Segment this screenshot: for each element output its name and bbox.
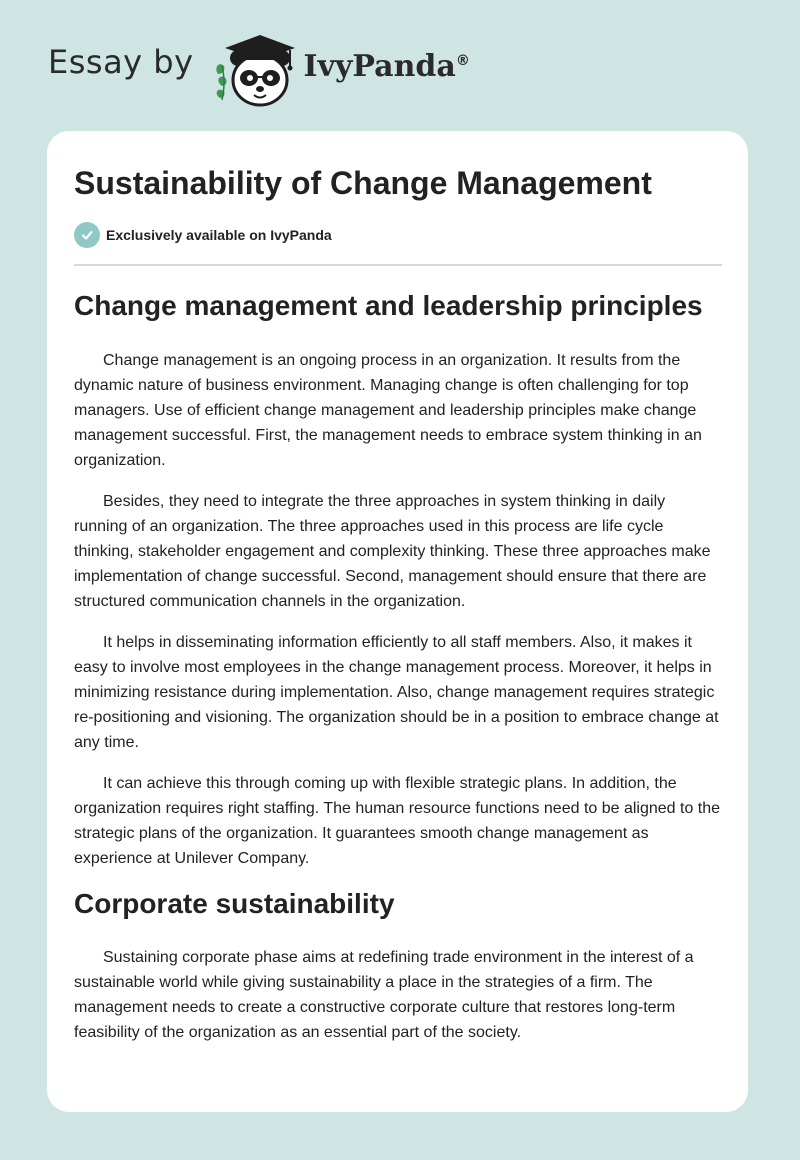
paragraph: It helps in disseminating information efficiently to all staff members. Also, it makes it easy to involve most employees in the change management process. Moreover, it helps in minimizing resistance during implementation. Also, change management requires strategic re-positioning and visioning. The organization should be in a position to embrace change at any time. — [74, 634, 719, 751]
section-heading: Change management and leadership principles — [74, 290, 703, 321]
section-heading: Corporate sustainability — [74, 888, 395, 919]
paragraph: Sustaining corporate phase aims at redefining trade environment in the interest of a sustainable world while giving sustainability a place in the strategies of a firm. The management needs to create a constructive corporate culture that restores long-term feasibility of the organization as an essential part of the society. — [74, 949, 694, 1041]
brand-name: IvyPanda® — [303, 48, 470, 84]
exclusive-label: Exclusively available on IvyPanda — [106, 227, 332, 243]
paragraph: It can achieve this through coming up with flexible strategic plans. In addition, the organization requires right staffing. The human resource functions need to be aligned to the strategic plans of the organization. It guarantees smooth change management as experience at Unilever Company. — [74, 775, 721, 867]
section-change-management — [74, 286, 722, 871]
essay-by-label: Essay by — [48, 43, 194, 81]
exclusive-badge — [74, 221, 722, 249]
panda-graduate-icon — [210, 30, 302, 110]
paragraph: Besides, they need to integrate the three approaches in system thinking in daily running of an organization. The three approaches used in this process are life cycle thinking, stakeholder engagement and complexity thinking. These three approaches make implementation of change successful. Second, management should ensure that there are structured communication channels in the organization. — [74, 493, 711, 610]
section-corporate-sustainability — [74, 884, 722, 1045]
site-header — [48, 30, 470, 110]
essay-card — [47, 131, 748, 1112]
paragraph: Change management is an ongoing process in an organization. It results from the dynamic nature of business environment. Managing change is often challenging for top managers. Use of efficient change management and leadership principles make change management successful. First, the management needs to embrace system thinking in an organization. — [74, 352, 702, 469]
registered-mark: ® — [455, 52, 470, 69]
check-circle-icon — [74, 222, 100, 248]
page-title: Sustainability of Change Management — [74, 165, 652, 201]
title-divider — [74, 264, 722, 266]
